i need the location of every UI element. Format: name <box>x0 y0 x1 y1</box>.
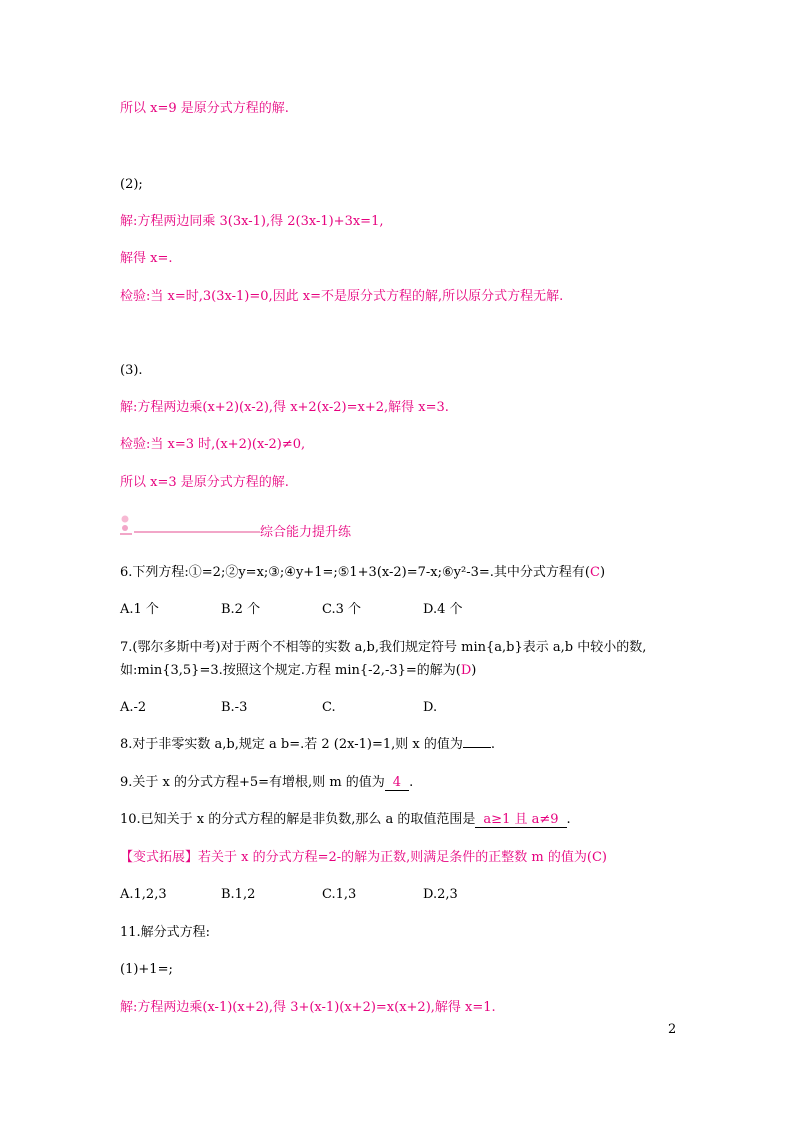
solution-line: 检验:当 x=时,3(3x-1)=0,因此 x=不是原分式方程的解,所以原分式方程无解. <box>120 289 564 304</box>
solution-line: 解得 x=. <box>120 251 173 266</box>
answer: C <box>589 565 600 580</box>
solution-line: 解:方程两边乘(x+2)(x-2),得 x+2(x-2)=x+2,解得 x=3. <box>120 400 449 415</box>
option-d: D.2,3 <box>423 887 458 902</box>
answer: 4 <box>385 775 409 791</box>
answer-blank <box>463 747 491 748</box>
options-row <box>120 886 524 904</box>
period: . <box>409 775 414 790</box>
bracket: ) <box>599 565 606 580</box>
option-d: D. <box>423 700 438 715</box>
question-11-title: 11.解分式方程: <box>120 925 211 940</box>
option-b: B.-3 <box>221 700 248 715</box>
solution-line: 解:方程两边同乘 3(3x-1),得 2(3x-1)+3x=1, <box>120 214 384 229</box>
question-9 <box>120 774 413 792</box>
question-11-part1: (1)+1=; <box>120 962 173 977</box>
question-text: 10.已知关于 x 的分式方程的解是非负数,那么 a 的取值范围是 <box>120 812 476 827</box>
question-text: 8.对于非零实数 a,b,规定 a b=.若 2 (2x-1)=1,则 x 的值为 <box>120 737 463 752</box>
question-7-line1: 7.(鄂尔多斯中考)对于两个不相等的实数 a,b,我们规定符号 min{a,b}表示 a,b 中较小的数, <box>120 640 647 655</box>
section-title: 综合能力提升练 <box>260 525 352 540</box>
period: . <box>566 812 571 827</box>
option-c: C.1,3 <box>322 887 357 902</box>
problem-label: (2); <box>120 177 143 192</box>
option-c: C.3 个 <box>322 602 362 617</box>
answer: D <box>460 663 472 678</box>
section-decoration-icon <box>120 515 132 541</box>
option-b: B.1,2 <box>221 887 256 902</box>
options-row <box>120 601 524 619</box>
problem-label: (3). <box>120 363 143 378</box>
solution-line: 检验:当 x=3 时,(x+2)(x-2)≠0, <box>120 437 306 452</box>
option-c: C. <box>322 700 336 715</box>
question-text: 若关于 x 的分式方程=2-的解为正数,则满足条件的正整数 m 的值为(C) <box>198 850 607 865</box>
section-banner <box>120 515 380 543</box>
option-b: B.2 个 <box>221 602 261 617</box>
question-7-line2 <box>120 662 476 680</box>
solution-line: 所以 x=3 是原分式方程的解. <box>120 475 289 490</box>
option-d: D.4 个 <box>423 602 463 617</box>
option-a: A.1 个 <box>120 602 159 617</box>
option-a: A.1,2,3 <box>120 887 167 902</box>
question-8 <box>120 736 495 754</box>
solution-line: 所以 x=9 是原分式方程的解. <box>120 101 289 116</box>
question-10 <box>120 811 571 829</box>
options-row <box>120 699 524 717</box>
option-a: A.-2 <box>120 700 147 715</box>
answer: a≥1 且 a≠9 <box>475 812 566 828</box>
bracket: ) <box>471 663 477 678</box>
extension-question <box>120 849 607 867</box>
question-6 <box>120 564 605 582</box>
page-number: 2 <box>668 1022 677 1037</box>
extension-tag: 【变式拓展】 <box>120 850 199 865</box>
period: . <box>490 737 495 752</box>
section-rule <box>134 531 260 533</box>
solution-line: 解:方程两边乘(x-1)(x+2),得 3+(x-1)(x+2)=x(x+2),解得 x=1. <box>120 1000 496 1015</box>
question-text: 如:min{3,5}=3.按照这个规定.方程 min{-2,-3}=的解为( <box>120 663 461 678</box>
question-text: 6.下列方程:①=2;②y=x;③;④y+1=;⑤1+3(x-2)=7-x;⑥y²-3=.其中分式方程有( <box>120 565 590 580</box>
question-text: 9.关于 x 的分式方程+5=有增根,则 m 的值为 <box>120 775 385 790</box>
